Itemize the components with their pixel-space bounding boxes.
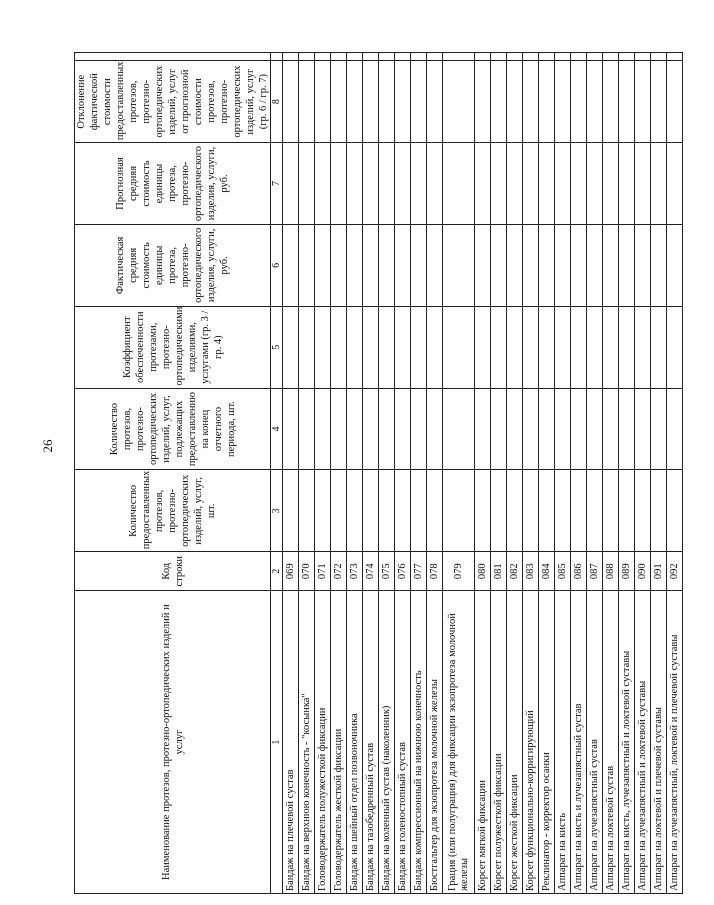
cell-forecast-cost [363, 143, 379, 225]
cell-cost-deviation [315, 61, 331, 143]
cell-spacer [427, 53, 443, 61]
cell-provided-quantity [491, 470, 507, 552]
cell-coverage-ratio [635, 306, 651, 388]
cell-due-quantity [411, 388, 427, 470]
cell-provided-quantity [603, 470, 619, 552]
cell-actual-cost [619, 224, 635, 306]
cell-provided-quantity [619, 470, 635, 552]
cell-actual-cost [315, 224, 331, 306]
table-row [603, 53, 619, 894]
cell-forecast-cost [619, 143, 635, 225]
cell-spacer [507, 53, 523, 61]
row-code: 078 [427, 552, 443, 591]
cell-forecast-cost [507, 143, 523, 225]
row-code: 077 [411, 552, 427, 591]
cell-coverage-ratio [475, 306, 491, 388]
header-actual-cost: Фактическая средняя стоимость единицы протеза, протезно-ортопедического изделия, услуги, руб. [75, 224, 271, 306]
cell-actual-cost [411, 224, 427, 306]
cell-provided-quantity [571, 470, 587, 552]
cell-coverage-ratio [331, 306, 347, 388]
column-number: 6 [271, 224, 283, 306]
cell-coverage-ratio [491, 306, 507, 388]
cell-spacer [315, 53, 331, 61]
cell-provided-quantity [363, 470, 379, 552]
cell-spacer [443, 53, 475, 61]
cell-provided-quantity [635, 470, 651, 552]
cell-forecast-cost [571, 143, 587, 225]
cell-coverage-ratio [395, 306, 411, 388]
table-row [539, 53, 555, 894]
header-provided-quantity: Количество предоставленных протезов, протезно-ортопедических изделий, услуг, шт. [75, 470, 271, 552]
cell-forecast-cost [379, 143, 395, 225]
prosthetics-table [74, 52, 683, 894]
cell-due-quantity [555, 388, 571, 470]
row-name: Корсет мягкой фиксации [475, 591, 491, 894]
cell-coverage-ratio [571, 306, 587, 388]
cell-due-quantity [315, 388, 331, 470]
row-name: Бандаж на коленный сустав (наколенник) [379, 591, 395, 894]
cell-cost-deviation [443, 61, 475, 143]
header-cost-deviation: Отклонение фактической стоимости предоставленных протезов, протезно-ортопедических изделий, услуг от прогнозной стоимости протезов, протезно-ортопедических изделий, услуг (гр. 6 / гр. 7) [75, 61, 271, 143]
table-row [363, 53, 379, 894]
cell-actual-cost [555, 224, 571, 306]
cell-actual-cost [539, 224, 555, 306]
row-name: Корсет полужесткой фиксации [491, 591, 507, 894]
cell-cost-deviation [331, 61, 347, 143]
cell-provided-quantity [475, 470, 491, 552]
cell-due-quantity [331, 388, 347, 470]
cell-forecast-cost [491, 143, 507, 225]
table-row [507, 53, 523, 894]
table-row [619, 53, 635, 894]
cell-coverage-ratio [651, 306, 667, 388]
cell-forecast-cost [667, 143, 683, 225]
cell-spacer [363, 53, 379, 61]
row-code: 082 [507, 552, 523, 591]
cell-due-quantity [283, 388, 299, 470]
column-number: 8 [271, 61, 283, 143]
cell-coverage-ratio [315, 306, 331, 388]
cell-due-quantity [539, 388, 555, 470]
cell-actual-cost [475, 224, 491, 306]
cell-due-quantity [571, 388, 587, 470]
cell-forecast-cost [395, 143, 411, 225]
cell-coverage-ratio [443, 306, 475, 388]
cell-provided-quantity [427, 470, 443, 552]
cell-due-quantity [619, 388, 635, 470]
row-code: 084 [539, 552, 555, 591]
cell-spacer [651, 53, 667, 61]
table-row [491, 53, 507, 894]
cell-spacer [379, 53, 395, 61]
cell-forecast-cost [427, 143, 443, 225]
cell-forecast-cost [651, 143, 667, 225]
cell-forecast-cost [555, 143, 571, 225]
cell-forecast-cost [331, 143, 347, 225]
cell-spacer [283, 53, 299, 61]
cell-actual-cost [635, 224, 651, 306]
cell-due-quantity [299, 388, 315, 470]
cell-cost-deviation [587, 61, 603, 143]
row-code: 069 [283, 552, 299, 591]
row-name: Аппарат на локтевой сустав [603, 591, 619, 894]
header-forecast-cost: Прогнозная средняя стоимость единицы протеза, протезно-ортопедического изделия, услуги, руб. [75, 143, 271, 225]
row-name: Бюстгальтер для экзопротеза молочной железы [427, 591, 443, 894]
cell-due-quantity [379, 388, 395, 470]
cell-provided-quantity [523, 470, 539, 552]
row-name: Аппарат на кисть [555, 591, 571, 894]
table-body [283, 53, 683, 894]
row-code: 071 [315, 552, 331, 591]
header-due-quantity: Количество протезов, протезно-ортопедических изделий, услуг, подлежащих предоставлению на конец отчетного периода, шт. [75, 388, 271, 470]
cell-cost-deviation [523, 61, 539, 143]
cell-coverage-ratio [427, 306, 443, 388]
cell-due-quantity [395, 388, 411, 470]
cell-forecast-cost [347, 143, 363, 225]
cell-due-quantity [635, 388, 651, 470]
table-row [283, 53, 299, 894]
row-code: 085 [555, 552, 571, 591]
cell-due-quantity [363, 388, 379, 470]
cell-cost-deviation [539, 61, 555, 143]
cell-cost-deviation [507, 61, 523, 143]
cell-coverage-ratio [539, 306, 555, 388]
cell-spacer [667, 53, 683, 61]
cell-actual-cost [523, 224, 539, 306]
table-row [635, 53, 651, 894]
cell-cost-deviation [427, 61, 443, 143]
row-name: Бандаж на плечевой сустав [283, 591, 299, 894]
row-name: Бандаж на верхнюю конечность - "косынка" [299, 591, 315, 894]
row-name: Аппарат на лучезапястный и локтевой суставы [635, 591, 651, 894]
cell-coverage-ratio [411, 306, 427, 388]
table-row [587, 53, 603, 894]
cell-cost-deviation [411, 61, 427, 143]
cell-actual-cost [667, 224, 683, 306]
cell-spacer [619, 53, 635, 61]
cell-coverage-ratio [283, 306, 299, 388]
table-row [667, 53, 683, 894]
cell-actual-cost [363, 224, 379, 306]
table-row [331, 53, 347, 894]
row-code: 076 [395, 552, 411, 591]
cell-cost-deviation [667, 61, 683, 143]
table-row [651, 53, 667, 894]
cell-provided-quantity [507, 470, 523, 552]
row-name: Бандаж на тазобедренный сустав [363, 591, 379, 894]
cell-actual-cost [331, 224, 347, 306]
cell-due-quantity [347, 388, 363, 470]
cell-coverage-ratio [363, 306, 379, 388]
header-spacer [75, 53, 271, 61]
cell-spacer [635, 53, 651, 61]
cell-provided-quantity [555, 470, 571, 552]
cell-coverage-ratio [347, 306, 363, 388]
table-row [379, 53, 395, 894]
cell-provided-quantity [443, 470, 475, 552]
cell-provided-quantity [587, 470, 603, 552]
row-name: Аппарат на кисть, лучезапястный и локтевой суставы [619, 591, 635, 894]
cell-actual-cost [347, 224, 363, 306]
header-name: Наименование протезов, протезно-ортопедических изделий и услуг [75, 591, 271, 894]
cell-spacer [539, 53, 555, 61]
cell-cost-deviation [491, 61, 507, 143]
cell-due-quantity [491, 388, 507, 470]
table-row [395, 53, 411, 894]
table-row [315, 53, 331, 894]
cell-cost-deviation [363, 61, 379, 143]
row-name: Аппарат на лучезапястный, локтевой и плечевой суставы [667, 591, 683, 894]
cell-coverage-ratio [379, 306, 395, 388]
cell-spacer [347, 53, 363, 61]
column-spacer [271, 53, 283, 61]
cell-actual-cost [395, 224, 411, 306]
row-name: Бандаж на шейный отдел позвоночника [347, 591, 363, 894]
cell-forecast-cost [475, 143, 491, 225]
cell-due-quantity [587, 388, 603, 470]
cell-provided-quantity [331, 470, 347, 552]
row-code: 072 [331, 552, 347, 591]
cell-forecast-cost [523, 143, 539, 225]
cell-spacer [475, 53, 491, 61]
row-code: 088 [603, 552, 619, 591]
row-code: 089 [619, 552, 635, 591]
cell-cost-deviation [635, 61, 651, 143]
table-row [411, 53, 427, 894]
cell-forecast-cost [635, 143, 651, 225]
cell-cost-deviation [619, 61, 635, 143]
cell-spacer [411, 53, 427, 61]
cell-provided-quantity [411, 470, 427, 552]
header-coverage-ratio: Коэффициент обеспеченности протезами, протезно-ортопедическими изделиями, услугами (гр. 3 / гр. 4) [75, 306, 271, 388]
cell-actual-cost [283, 224, 299, 306]
cell-provided-quantity [539, 470, 555, 552]
cell-forecast-cost [411, 143, 427, 225]
cell-coverage-ratio [667, 306, 683, 388]
row-name: Аппарат на локтевой и плечевой суставы [651, 591, 667, 894]
cell-cost-deviation [299, 61, 315, 143]
cell-cost-deviation [283, 61, 299, 143]
cell-spacer [299, 53, 315, 61]
row-code: 080 [475, 552, 491, 591]
table-row [443, 53, 475, 894]
row-name: Головодержатель жесткой фиксации [331, 591, 347, 894]
cell-due-quantity [427, 388, 443, 470]
row-code: 092 [667, 552, 683, 591]
cell-forecast-cost [283, 143, 299, 225]
row-name: Корсет функционально-корригирующий [523, 591, 539, 894]
cell-actual-cost [491, 224, 507, 306]
header-row [75, 53, 271, 894]
row-code: 073 [347, 552, 363, 591]
cell-actual-cost [651, 224, 667, 306]
cell-provided-quantity [283, 470, 299, 552]
cell-cost-deviation [651, 61, 667, 143]
cell-forecast-cost [315, 143, 331, 225]
cell-spacer [555, 53, 571, 61]
row-code: 079 [443, 552, 475, 591]
row-code: 083 [523, 552, 539, 591]
cell-due-quantity [507, 388, 523, 470]
page-number: 26 [40, 439, 55, 453]
cell-coverage-ratio [555, 306, 571, 388]
cell-actual-cost [507, 224, 523, 306]
cell-spacer [491, 53, 507, 61]
cell-actual-cost [603, 224, 619, 306]
cell-actual-cost [427, 224, 443, 306]
cell-due-quantity [651, 388, 667, 470]
cell-provided-quantity [667, 470, 683, 552]
column-number: 7 [271, 143, 283, 225]
column-number: 1 [271, 591, 283, 894]
cell-forecast-cost [443, 143, 475, 225]
cell-forecast-cost [587, 143, 603, 225]
cell-actual-cost [379, 224, 395, 306]
column-number: 3 [271, 470, 283, 552]
cell-actual-cost [443, 224, 475, 306]
cell-cost-deviation [347, 61, 363, 143]
cell-spacer [603, 53, 619, 61]
cell-provided-quantity [395, 470, 411, 552]
table-row [571, 53, 587, 894]
cell-spacer [587, 53, 603, 61]
row-name: Аппарат на лучезапястный сустав [587, 591, 603, 894]
cell-actual-cost [571, 224, 587, 306]
cell-cost-deviation [379, 61, 395, 143]
cell-actual-cost [299, 224, 315, 306]
cell-cost-deviation [603, 61, 619, 143]
table-row [475, 53, 491, 894]
column-number: 5 [271, 306, 283, 388]
cell-due-quantity [523, 388, 539, 470]
cell-cost-deviation [555, 61, 571, 143]
cell-coverage-ratio [619, 306, 635, 388]
cell-coverage-ratio [603, 306, 619, 388]
row-name: Реклинатор - корректор осанки [539, 591, 555, 894]
row-code: 075 [379, 552, 395, 591]
rotated-page [74, 52, 714, 894]
cell-spacer [331, 53, 347, 61]
row-code: 074 [363, 552, 379, 591]
cell-coverage-ratio [523, 306, 539, 388]
row-code: 090 [635, 552, 651, 591]
cell-provided-quantity [315, 470, 331, 552]
cell-cost-deviation [475, 61, 491, 143]
cell-forecast-cost [603, 143, 619, 225]
cell-provided-quantity [347, 470, 363, 552]
row-code: 087 [587, 552, 603, 591]
header-code: Код строки [75, 552, 271, 591]
row-name: Грация (или полуграция) для фиксации экзопротеза молочной железы [443, 591, 475, 894]
table-row [347, 53, 363, 894]
cell-cost-deviation [571, 61, 587, 143]
row-name: Бандаж на голеностопный сустав [395, 591, 411, 894]
cell-cost-deviation [395, 61, 411, 143]
table-row [299, 53, 315, 894]
column-number: 4 [271, 388, 283, 470]
row-code: 091 [651, 552, 667, 591]
row-name: Бандаж компрессионный на нижнюю конечность [411, 591, 427, 894]
cell-provided-quantity [651, 470, 667, 552]
cell-provided-quantity [379, 470, 395, 552]
cell-forecast-cost [539, 143, 555, 225]
cell-coverage-ratio [507, 306, 523, 388]
table-row [555, 53, 571, 894]
cell-spacer [523, 53, 539, 61]
row-name: Аппарат на кисть и лучезапястный сустав [571, 591, 587, 894]
row-name: Головодержатель полужесткой фиксации [315, 591, 331, 894]
cell-spacer [571, 53, 587, 61]
cell-forecast-cost [299, 143, 315, 225]
row-code: 081 [491, 552, 507, 591]
row-name: Корсет жесткой фиксации [507, 591, 523, 894]
cell-due-quantity [603, 388, 619, 470]
table-row [427, 53, 443, 894]
cell-spacer [395, 53, 411, 61]
cell-due-quantity [667, 388, 683, 470]
column-number-row [271, 53, 283, 894]
table-row [523, 53, 539, 894]
row-code: 070 [299, 552, 315, 591]
column-number: 2 [271, 552, 283, 591]
cell-coverage-ratio [587, 306, 603, 388]
cell-coverage-ratio [299, 306, 315, 388]
cell-provided-quantity [299, 470, 315, 552]
cell-actual-cost [587, 224, 603, 306]
row-code: 086 [571, 552, 587, 591]
cell-due-quantity [475, 388, 491, 470]
cell-due-quantity [443, 388, 475, 470]
